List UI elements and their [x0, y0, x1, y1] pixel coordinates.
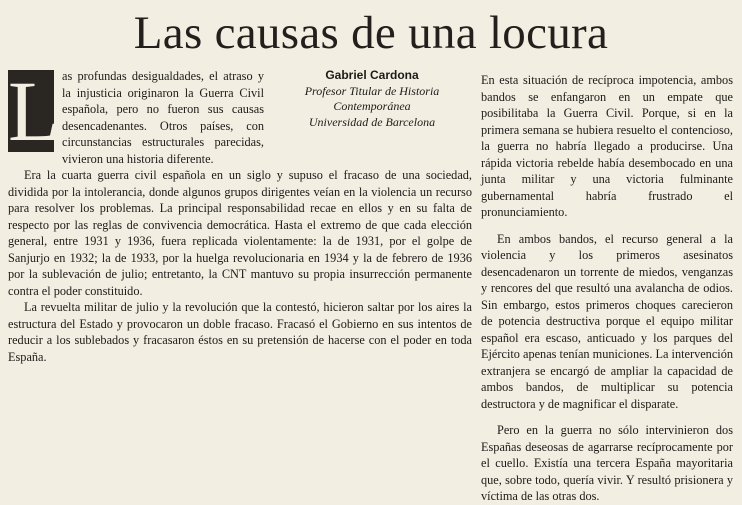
- paragraph: En ambos bandos, el recurso general a la violencia y los primeros asesinatos desencadenaron un torrente de miedos, venganzas y rencores del que resultó una avalancha de odios. Sin embargo, estos primeros choques carecieron de potencia destructiva porque el equipo militar español era escaso, anticuado y los parques del Ejército apenas tenían municiones. La intervención extranjera se encargó de ampliar la capacidad de ambos bandos, de multiplicar su potencia destructora y de magnificar el disparate.: [481, 231, 733, 411]
- paragraph: La revuelta militar de julio y la revolución que la contestó, hicieron saltar por los aires la estructura del Estado y provocaron un doble fracaso. Fracasó el Gobierno en sus intentos de reducir a los sublebados y fracasaron éstos en su pretensión de hacerse con el poder en toda España.: [8, 300, 472, 364]
- article-title: Las causas de una locura: [133, 7, 609, 59]
- paragraph-intro: as profundas desigualdades, el atraso y la injusticia originaron la Guerra Civil española, pero no fueron sus causas desencadenantes. Otros países, con circunstancias estructurales parecidas, vivieron una historia diferente.: [62, 69, 264, 166]
- article-column-right: [481, 72, 733, 505]
- author-institution: Universidad de Barcelona: [308, 114, 436, 129]
- author-role: Profesor Titular de Historia Contemporánea: [304, 83, 440, 113]
- author-name: Gabriel Cardona: [325, 68, 419, 82]
- article-column-left: [8, 63, 472, 365]
- paragraph: Era la cuarta guerra civil española en un siglo y supuso el fracaso de una sociedad, dividida por la intolerancia, donde algunos grupos dirigentes veían en la violencia un recurso para resolver los problemas. La principal responsabilidad recae en ellos y en su falta de respecto por las reglas de convivencia democrática. Hasta el extremo de que cada elección general, entre 1931 y 1936, fuera replicada violentamente: la de 1931, por el golpe de Sanjurjo en 1932; la de 1933, por la huelga revolucionaria en 1934 y la de febrero de 1936 por la sublevación de julio; entretanto, la CNT mantuvo su propia insurrección permanente contra el poder constituido.: [8, 168, 472, 298]
- author-byline: [272, 68, 472, 130]
- paragraph: Pero en la guerra no sólo intervinieron dos Españas deseosas de agarrarse recíprocamente por el cuello. Existía una tercera España mayoritaria que, sobre todo, quería vivir. Y resultó prisionera y víctima de las otras dos.: [481, 423, 733, 503]
- paragraph: En esta situación de recíproca impotencia, ambos bandos se enfangaron en un empate que posibilitaba la Guerra Civil. Porque, si en la primera semana se hubiera resuelto el contencioso, la guerra no habría llegado a producirse. Una rápida victoria rebelde había desembocado en una junta militar y una victoria fulminante gubernamental habría frustrado el pronunciamiento.: [481, 73, 733, 219]
- drop-cap: L: [8, 63, 61, 159]
